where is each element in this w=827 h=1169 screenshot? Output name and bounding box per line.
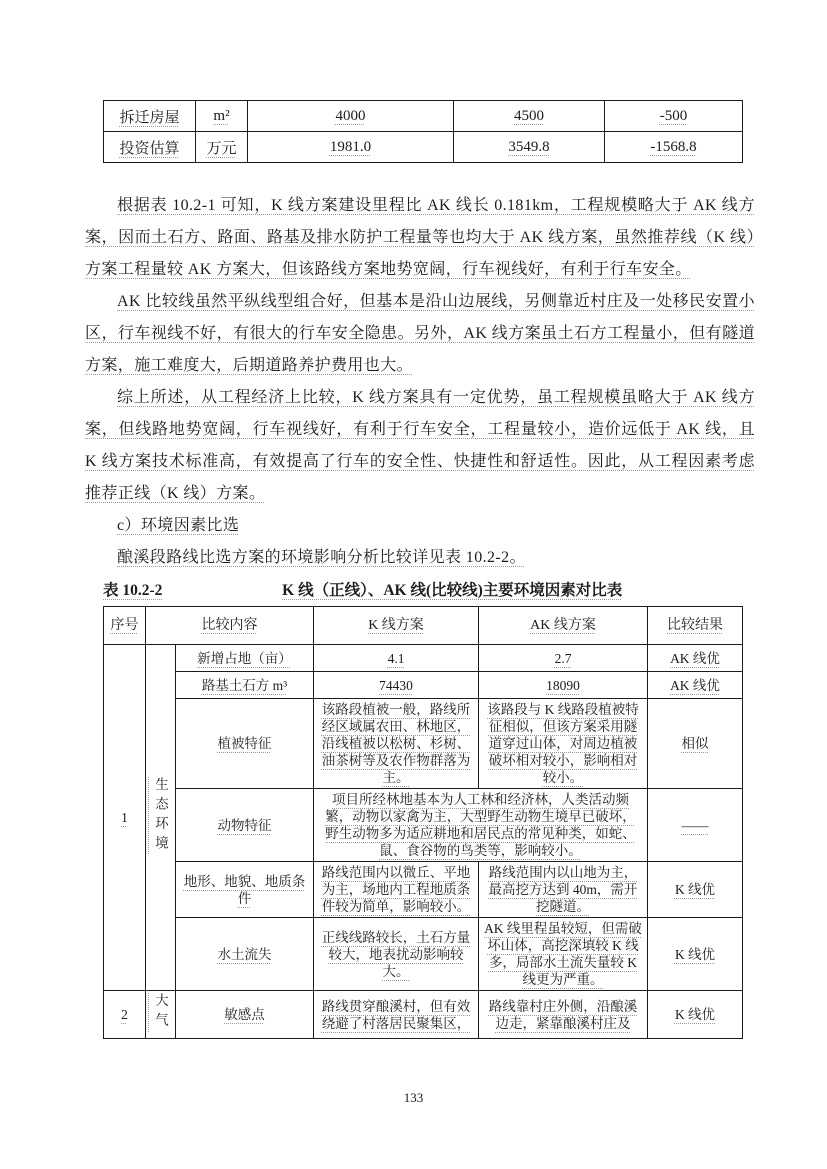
difference-value: -1568.8 xyxy=(605,132,743,163)
ak-cell: 该路段与 K 线路段植被特征相似，但该方案采用隧道穿过山体，对周边植被破坏相对较小，影响相对较小。 xyxy=(479,699,648,789)
table-title: K 线（正线）、AK 线(比较线)主要环境因素对比表 xyxy=(282,582,623,599)
ak-cell: 18090 xyxy=(479,672,648,699)
result-cell: 相似 xyxy=(648,699,743,789)
merged-description-cell: 项目所经林地基本为人工林和经济林，人类活动频繁，动物以家禽为主，大型野生动物生境早已破坏，野生动物多为适应耕地和居民点的常见种类，如蛇、鼠、食谷物的鸟类等，影响较小。 xyxy=(314,789,648,862)
k-cell: 4.1 xyxy=(314,645,479,672)
result-cell: K 线优 xyxy=(648,991,743,1039)
row-label: 投资估算 xyxy=(104,132,196,163)
table-row xyxy=(104,991,743,1039)
group1-category: 生态环境 xyxy=(146,645,176,991)
table-row xyxy=(104,789,743,862)
result-cell: K 线优 xyxy=(648,862,743,918)
result-cell: AK 线优 xyxy=(648,672,743,699)
header-content: 比较内容 xyxy=(146,607,314,645)
result-cell: AK 线优 xyxy=(648,645,743,672)
k-cell: 该路段植被一般，路线所经区域属农田、林地区，沿线植被以松树、杉树、油茶树等及农作物群落为主。 xyxy=(314,699,479,789)
k-value: 1981.0 xyxy=(248,132,454,163)
k-cell: 路线贯穿酿溪村，但有效绕避了村落居民聚集区， xyxy=(314,991,479,1039)
k-value: 4000 xyxy=(248,101,454,132)
table-row xyxy=(104,699,743,789)
item-label: 水土流失 xyxy=(176,918,314,991)
result-cell: —— xyxy=(648,789,743,862)
k-cell: 路线范围内以微丘、平地为主，场地内工程地质条件较为简单，影响较小。 xyxy=(314,862,479,918)
ak-value: 4500 xyxy=(454,101,605,132)
table-row xyxy=(104,645,743,672)
group1-no: 1 xyxy=(104,645,146,991)
ak-cell: 路线靠村庄外侧，沿酿溪边走，紧靠酿溪村庄及 xyxy=(479,991,648,1039)
k-cell: 74430 xyxy=(314,672,479,699)
paragraph-conclusion: 综上所述，从工程经济上比较，K 线方案具有一定优势，虽工程规模虽略大于 AK 线方案，但线路地势宽阔，行车视线好，有利于行车安全，工程量较小，造价远低于 AK 线，且 K 线方案技术标准高，有效提高了行车的安全性、快捷性和舒适性。因此，从工程因素考虑推荐正线（K 线）方案。 xyxy=(85,389,755,502)
heading-environment-factor: c）环境因素比选 xyxy=(117,517,240,534)
difference-value: -500 xyxy=(605,101,743,132)
ak-value: 3549.8 xyxy=(454,132,605,163)
item-label: 路基土石方 m³ xyxy=(176,672,314,699)
demolition-cost-table xyxy=(103,100,743,163)
body-text xyxy=(85,190,755,574)
ak-cell: 2.7 xyxy=(479,645,648,672)
table-row xyxy=(104,101,743,132)
row-unit: m² xyxy=(196,101,248,132)
row-label: 拆迁房屋 xyxy=(104,101,196,132)
result-cell: K 线优 xyxy=(648,918,743,991)
table-row xyxy=(104,918,743,991)
header-result: 比较结果 xyxy=(648,607,743,645)
row-unit: 万元 xyxy=(196,132,248,163)
ak-cell: AK 线里程虽较短，但需破坏山体，高挖深填较 K 线多，局部水土流失量较 K 线更为严重。 xyxy=(479,918,648,991)
item-label: 新增占地（亩） xyxy=(176,645,314,672)
k-cell: 正线线路较长，土石方量较大，地表扰动影响较大。 xyxy=(314,918,479,991)
table-row xyxy=(104,672,743,699)
table-number: 表 10.2-2 xyxy=(103,582,163,599)
environment-comparison-table xyxy=(103,606,743,1039)
item-label: 地形、地貌、地质条件 xyxy=(176,862,314,918)
table-caption xyxy=(103,578,742,604)
header-ak-line: AK 线方案 xyxy=(479,607,648,645)
ak-cell: 路线范围内以山地为主，最高挖方达到 40m，需开挖隧道。 xyxy=(479,862,648,918)
page-number: 133 xyxy=(403,1090,424,1105)
group2-no: 2 xyxy=(104,991,146,1039)
header-row xyxy=(104,607,743,645)
paragraph-ak-line-issues: AK 比较线虽然平纵线型组合好，但基本是沿山边展线，另侧靠近村庄及一处移民安置小区，行车视线不好，有很大的行车安全隐患。另外，AK 线方案虽土石方工程量小，但有隧道方案，施工难度大，后期道路养护费用也大。 xyxy=(85,293,755,374)
paragraph-engineering-comparison: 根据表 10.2-1 可知，K 线方案建设里程比 AK 线长 0.181km，工程规模略大于 AK 线方案，因而土石方、路面、路基及排水防护工程量等也均大于 AK 线方案，虽然推荐线（K 线）方案工程量较 AK 方案大，但该路线方案地势宽阔，行车视线好，有利于行车安全。 xyxy=(85,197,755,278)
item-label: 植被特征 xyxy=(176,699,314,789)
table-row xyxy=(104,132,743,163)
item-label: 敏感点 xyxy=(176,991,314,1039)
paragraph-table-reference: 酿溪段路线比选方案的环境影响分析比较详见表 10.2-2。 xyxy=(117,549,526,566)
header-k-line: K 线方案 xyxy=(314,607,479,645)
table-row xyxy=(104,862,743,918)
item-label: 动物特征 xyxy=(176,789,314,862)
group2-category: 大气 xyxy=(146,991,176,1039)
header-no: 序号 xyxy=(104,607,146,645)
